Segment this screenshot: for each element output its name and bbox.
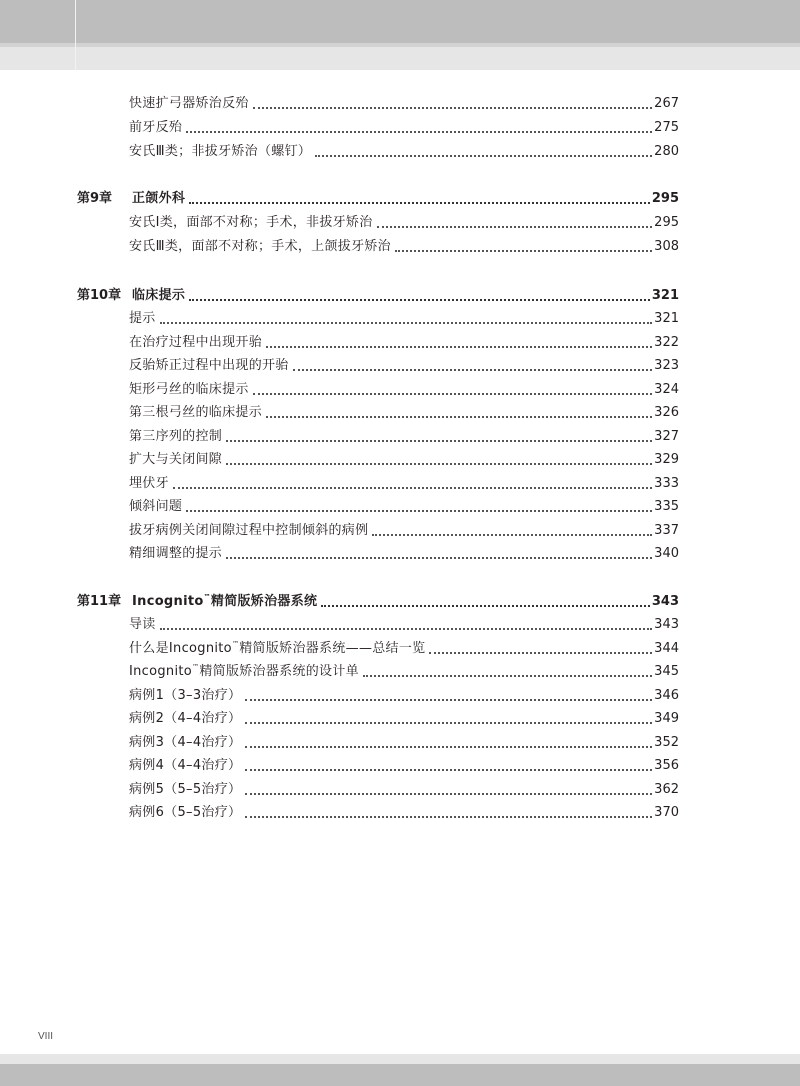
- toc-entry[interactable]: 导读 343: [129, 617, 679, 632]
- toc-entry[interactable]: 在治疗过程中出现开骀 322: [129, 335, 679, 350]
- toc-entry[interactable]: 倾斜问题 335: [129, 499, 679, 514]
- header-band: [0, 0, 800, 43]
- toc-entry[interactable]: 前牙反殆 275: [129, 120, 679, 135]
- toc-entry[interactable]: 快速扩弓器矫治反殆 267: [129, 96, 679, 111]
- page-folio: VIII: [38, 1031, 54, 1042]
- toc-entry[interactable]: 拔牙病例关闭间隙过程中控制倾斜的病例 337: [129, 523, 679, 538]
- toc-entry[interactable]: 病例6（5–5治疗） 370: [129, 805, 679, 820]
- chapter-number: 第9章: [77, 191, 113, 206]
- toc-entry[interactable]: 安氏Ⅲ类；非拔牙矫治（螺钉） 280: [129, 144, 679, 159]
- footer-band-light: [0, 1054, 800, 1064]
- toc-entry[interactable]: 矩形弓丝的临床提示 324: [129, 382, 679, 397]
- toc-entry[interactable]: 病例1（3–3治疗） 346: [129, 688, 679, 703]
- toc-entry[interactable]: 病例5（5–5治疗） 362: [129, 782, 679, 797]
- chapter-page: 343: [651, 594, 679, 609]
- toc-entry[interactable]: 反骀矫正过程中出现的开骀 323: [129, 358, 679, 373]
- toc-entry[interactable]: 病例2（4–4治疗） 349: [129, 711, 679, 726]
- footer-band: [0, 1064, 800, 1086]
- toc-entry[interactable]: 第三序列的控制 327: [129, 429, 679, 444]
- toc-entry[interactable]: 病例3（4–4治疗） 352: [129, 735, 679, 750]
- chapter-title: Incognito™精简版矫治器系统: [132, 593, 318, 609]
- chapter-heading[interactable]: [77, 284, 679, 304]
- header-band-light: [0, 43, 800, 70]
- toc-entry[interactable]: 病例4（4–4治疗） 356: [129, 758, 679, 773]
- toc-entry[interactable]: 什么是Incognito™精简版矫治器系统——总结一览 344: [129, 640, 679, 656]
- toc-entry[interactable]: 埋伏牙 333: [129, 476, 679, 491]
- chapter-page: 321: [651, 288, 679, 303]
- chapter-heading[interactable]: [77, 187, 679, 207]
- toc-entry[interactable]: 提示 321: [129, 311, 679, 326]
- toc-entry[interactable]: Incognito™精简版矫治器系统的设计单 345: [129, 663, 679, 679]
- toc-entry[interactable]: 第三根弓丝的临床提示 326: [129, 405, 679, 420]
- toc-entry[interactable]: 扩大与关闭间隙 329: [129, 452, 679, 467]
- header-divider: [75, 0, 76, 70]
- chapter-page: 295: [651, 191, 679, 206]
- toc-entry[interactable]: 安氏Ⅲ类，面部不对称；手术，上颌拔牙矫治 308: [129, 239, 679, 254]
- toc-entry[interactable]: 安氏Ⅰ类，面部不对称；手术，非拔牙矫治 295: [129, 215, 679, 230]
- chapter-title: 正颌外科: [132, 191, 186, 206]
- chapter-title: 临床提示: [132, 288, 186, 303]
- chapter-number: 第11章: [77, 594, 122, 609]
- toc-entry[interactable]: 精细调整的提示 340: [129, 546, 679, 561]
- chapter-number: 第10章: [77, 288, 122, 303]
- chapter-heading[interactable]: [77, 590, 679, 610]
